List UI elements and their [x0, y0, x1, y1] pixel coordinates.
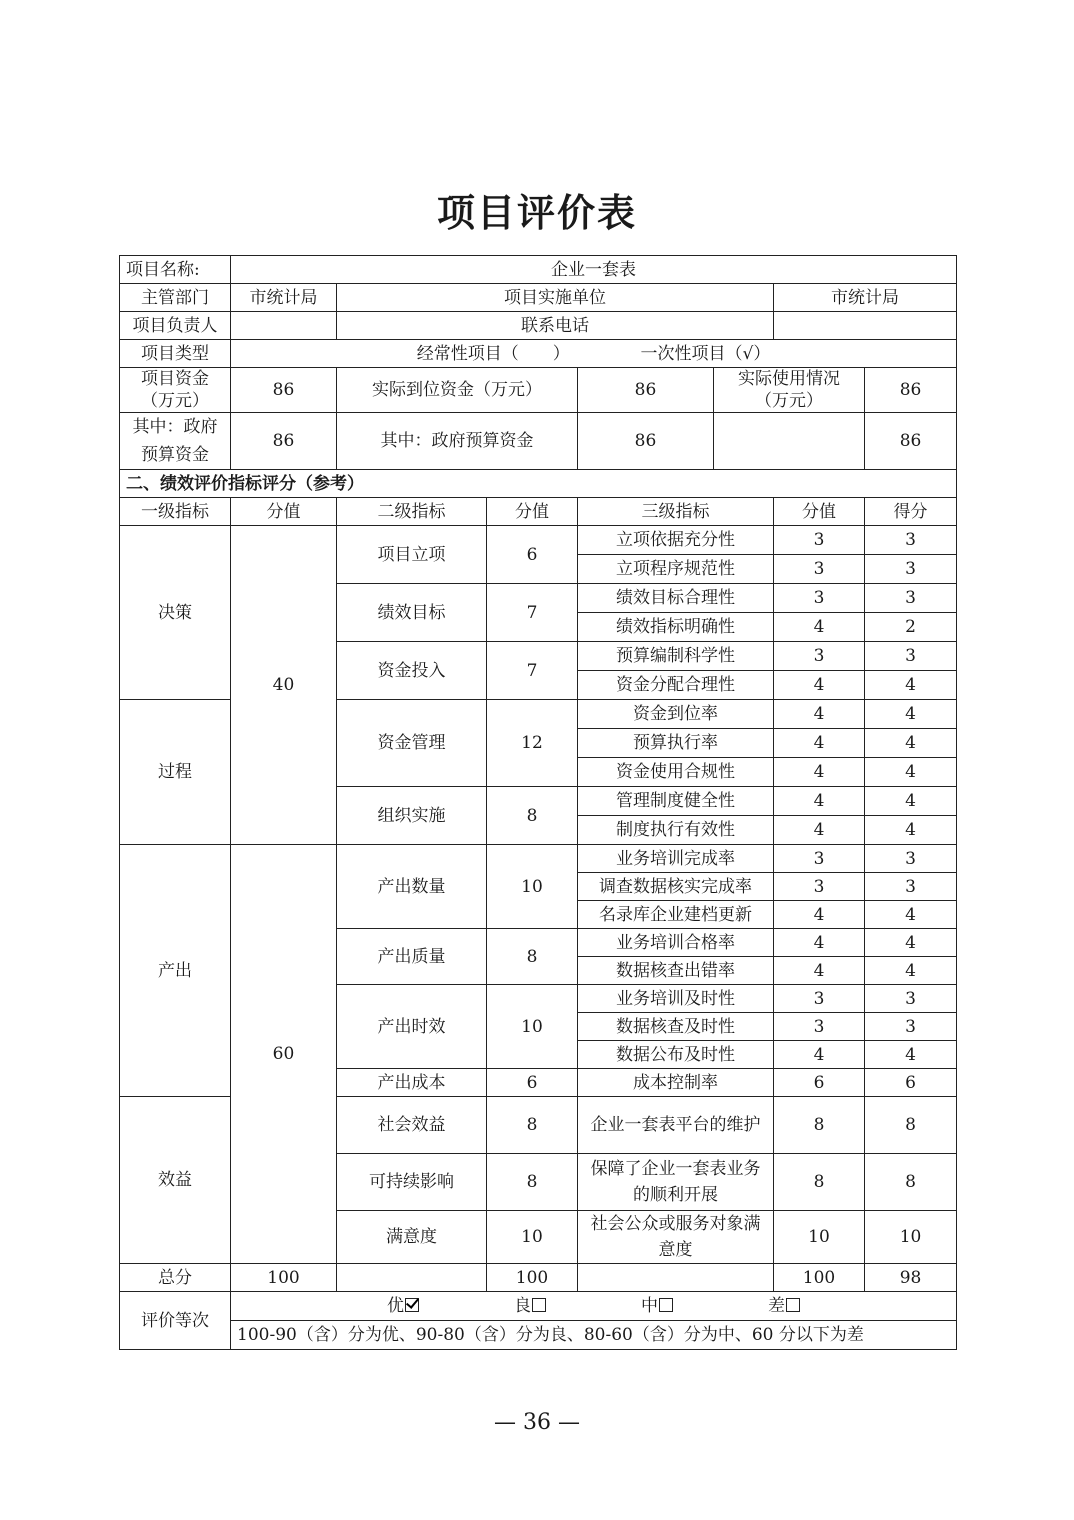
project-name-value: 企业一套表: [231, 256, 957, 284]
level3-name: 企业一套表平台的维护: [578, 1097, 774, 1154]
level3-name: 绩效指标明确性: [578, 613, 774, 642]
level3-name: 资金使用合规性: [578, 758, 774, 787]
level2-score: 8: [487, 929, 578, 985]
grade-option[interactable]: [768, 1295, 800, 1317]
level3-got: 3: [865, 873, 957, 901]
level3-name: 成本控制率: [578, 1069, 774, 1097]
level1-name: 过程: [120, 700, 231, 845]
page-number: — 36 —: [494, 1410, 580, 1435]
level2-name: 产出成本: [337, 1069, 487, 1097]
phone-value: [774, 312, 957, 340]
level2-score: 6: [487, 526, 578, 584]
level3-score: 3: [774, 526, 865, 555]
header-got: 得分: [865, 498, 957, 526]
total-empty-1: [337, 1264, 487, 1292]
level1-score: 40: [231, 526, 337, 845]
grade-option[interactable]: [514, 1295, 546, 1317]
level2-score: 10: [487, 1211, 578, 1264]
gov-value: 86: [231, 413, 337, 470]
indicator-rows: [120, 526, 957, 1264]
level3-got: 4: [865, 957, 957, 985]
checked-box-icon[interactable]: [405, 1298, 419, 1312]
level3-got: 3: [865, 985, 957, 1013]
level3-score: 4: [774, 929, 865, 957]
level3-got: 3: [865, 584, 957, 613]
level2-name: 资金投入: [337, 642, 487, 700]
level3-score: 4: [774, 758, 865, 787]
grade-option-label: 中: [641, 1296, 659, 1316]
level3-name: 预算执行率: [578, 729, 774, 758]
type-once: 一次性项目（√）: [640, 343, 771, 364]
leader-label: 项目负责人: [120, 312, 231, 340]
level2-name: 组织实施: [337, 787, 487, 845]
level3-score: 3: [774, 1013, 865, 1041]
total-got: 98: [865, 1264, 957, 1292]
total-l1: 100: [231, 1264, 337, 1292]
level3-score: 4: [774, 700, 865, 729]
gov-empty: [714, 413, 865, 470]
level3-got: 8: [865, 1097, 957, 1154]
indicator-row: [120, 526, 957, 555]
level3-score: 3: [774, 555, 865, 584]
level3-score: 3: [774, 845, 865, 873]
level3-name: 名录库企业建档更新: [578, 901, 774, 929]
level3-score: 3: [774, 985, 865, 1013]
level3-score: 4: [774, 1041, 865, 1069]
evaluation-table: [119, 255, 957, 1350]
level3-got: 4: [865, 729, 957, 758]
row-grade-rule: [120, 1321, 957, 1350]
project-name-label: 项目名称:: [120, 256, 231, 284]
leader-value: [231, 312, 337, 340]
level3-name: 管理制度健全性: [578, 787, 774, 816]
level3-name: 保障了企业一套表业务的顺利开展: [578, 1154, 774, 1211]
grade-option-label: 良: [514, 1296, 532, 1316]
header-level2: 二级指标: [337, 498, 487, 526]
level3-score: 6: [774, 1069, 865, 1097]
checkbox-icon[interactable]: [786, 1298, 800, 1312]
level2-name: 产出时效: [337, 985, 487, 1069]
level3-name: 业务培训完成率: [578, 845, 774, 873]
row-headers: [120, 498, 957, 526]
level2-name: 资金管理: [337, 700, 487, 787]
level3-score: 4: [774, 957, 865, 985]
level2-score: 8: [487, 787, 578, 845]
level2-score: 7: [487, 642, 578, 700]
level3-name: 立项程序规范性: [578, 555, 774, 584]
actual-value: 86: [578, 368, 714, 413]
header-level1: 一级指标: [120, 498, 231, 526]
row-leader: [120, 312, 957, 340]
level3-got: 4: [865, 671, 957, 700]
level2-name: 绩效目标: [337, 584, 487, 642]
row-grade: [120, 1292, 957, 1321]
level3-got: 6: [865, 1069, 957, 1097]
fund-label: 项目资金（万元）: [120, 368, 231, 413]
checkbox-icon[interactable]: [659, 1298, 673, 1312]
grade-option-label: 差: [768, 1296, 786, 1316]
level2-score: 6: [487, 1069, 578, 1097]
level3-got: 4: [865, 929, 957, 957]
level1-score: 60: [231, 845, 337, 1264]
level3-name: 调查数据核实完成率: [578, 873, 774, 901]
row-gov: [120, 413, 957, 470]
type-options: [231, 340, 957, 368]
level3-got: 3: [865, 555, 957, 584]
fund-value: 86: [231, 368, 337, 413]
level3-name: 立项依据充分性: [578, 526, 774, 555]
gov-label-2: 其中：政府预算资金: [337, 413, 578, 470]
level3-got: 8: [865, 1154, 957, 1211]
total-empty-2: [578, 1264, 774, 1292]
level3-score: 8: [774, 1154, 865, 1211]
level3-got: 3: [865, 1013, 957, 1041]
total-label: 总分: [120, 1264, 231, 1292]
row-type: [120, 340, 957, 368]
phone-label: 联系电话: [337, 312, 774, 340]
level3-got: 4: [865, 1041, 957, 1069]
level2-score: 12: [487, 700, 578, 787]
total-l2: 100: [487, 1264, 578, 1292]
level3-name: 资金到位率: [578, 700, 774, 729]
type-label: 项目类型: [120, 340, 231, 368]
level1-name: 效益: [120, 1097, 231, 1264]
level3-score: 8: [774, 1097, 865, 1154]
level2-name: 可持续影响: [337, 1154, 487, 1211]
row-project-name: [120, 256, 957, 284]
checkbox-icon[interactable]: [532, 1298, 546, 1312]
level3-got: 4: [865, 816, 957, 845]
level3-got: 4: [865, 758, 957, 787]
level1-name: 决策: [120, 526, 231, 700]
used-label: 实际使用情况（万元）: [714, 368, 865, 413]
level3-score: 3: [774, 584, 865, 613]
grade-options: [231, 1292, 957, 1321]
level3-name: 业务培训及时性: [578, 985, 774, 1013]
level3-score: 4: [774, 729, 865, 758]
level3-score: 4: [774, 901, 865, 929]
level2-score: 10: [487, 845, 578, 929]
level3-score: 10: [774, 1211, 865, 1264]
level3-got: 4: [865, 700, 957, 729]
level3-got: 4: [865, 787, 957, 816]
indicator-row: [120, 845, 957, 873]
level2-score: 8: [487, 1097, 578, 1154]
level2-name: 满意度: [337, 1211, 487, 1264]
row-fund: [120, 368, 957, 413]
dept-value: 市统计局: [231, 284, 337, 312]
level3-name: 业务培训合格率: [578, 929, 774, 957]
level3-name: 制度执行有效性: [578, 816, 774, 845]
grade-option-label: 优: [387, 1296, 405, 1316]
level3-got: 10: [865, 1211, 957, 1264]
page-title: 项目评价表: [436, 190, 637, 235]
level3-name: 资金分配合理性: [578, 671, 774, 700]
level3-score: 3: [774, 873, 865, 901]
level3-score: 3: [774, 642, 865, 671]
grade-option[interactable]: [641, 1295, 673, 1317]
level3-got: 3: [865, 526, 957, 555]
gov-value-2: 86: [578, 413, 714, 470]
level3-name: 绩效目标合理性: [578, 584, 774, 613]
grade-label: 评价等次: [120, 1292, 231, 1350]
row-section: [120, 470, 957, 498]
level2-score: 10: [487, 985, 578, 1069]
level3-score: 4: [774, 816, 865, 845]
impl-value: 市统计局: [774, 284, 957, 312]
level2-score: 8: [487, 1154, 578, 1211]
row-dept: [120, 284, 957, 312]
dept-label: 主管部门: [120, 284, 231, 312]
level3-got: 3: [865, 845, 957, 873]
header-score1: 分值: [231, 498, 337, 526]
level3-name: 数据核查及时性: [578, 1013, 774, 1041]
gov-value-3: 86: [865, 413, 957, 470]
level2-name: 社会效益: [337, 1097, 487, 1154]
impl-label: 项目实施单位: [337, 284, 774, 312]
level3-name: 数据公布及时性: [578, 1041, 774, 1069]
level1-name: 产出: [120, 845, 231, 1097]
level3-score: 4: [774, 787, 865, 816]
type-regular: 经常性项目（ ）: [416, 343, 570, 364]
used-value: 86: [865, 368, 957, 413]
level2-score: 7: [487, 584, 578, 642]
row-total: [120, 1264, 957, 1292]
level3-name: 数据核查出错率: [578, 957, 774, 985]
level3-score: 4: [774, 613, 865, 642]
level3-got: 4: [865, 901, 957, 929]
gov-label: 其中：政府预算资金: [120, 413, 231, 470]
level3-got: 2: [865, 613, 957, 642]
level2-name: 产出质量: [337, 929, 487, 985]
header-score2: 分值: [487, 498, 578, 526]
total-l3: 100: [774, 1264, 865, 1292]
actual-label: 实际到位资金（万元）: [337, 368, 578, 413]
level3-name: 预算编制科学性: [578, 642, 774, 671]
level3-name: 社会公众或服务对象满意度: [578, 1211, 774, 1264]
level3-score: 4: [774, 671, 865, 700]
level2-name: 产出数量: [337, 845, 487, 929]
level3-got: 3: [865, 642, 957, 671]
header-level3: 三级指标: [578, 498, 774, 526]
header-score3: 分值: [774, 498, 865, 526]
section-title: 二、绩效评价指标评分（参考）: [120, 470, 957, 498]
level2-name: 项目立项: [337, 526, 487, 584]
grade-rule: 100-90（含）分为优、90-80（含）分为良、80-60（含）分为中、60 分以下为差: [231, 1321, 957, 1350]
grade-option[interactable]: [387, 1295, 419, 1317]
